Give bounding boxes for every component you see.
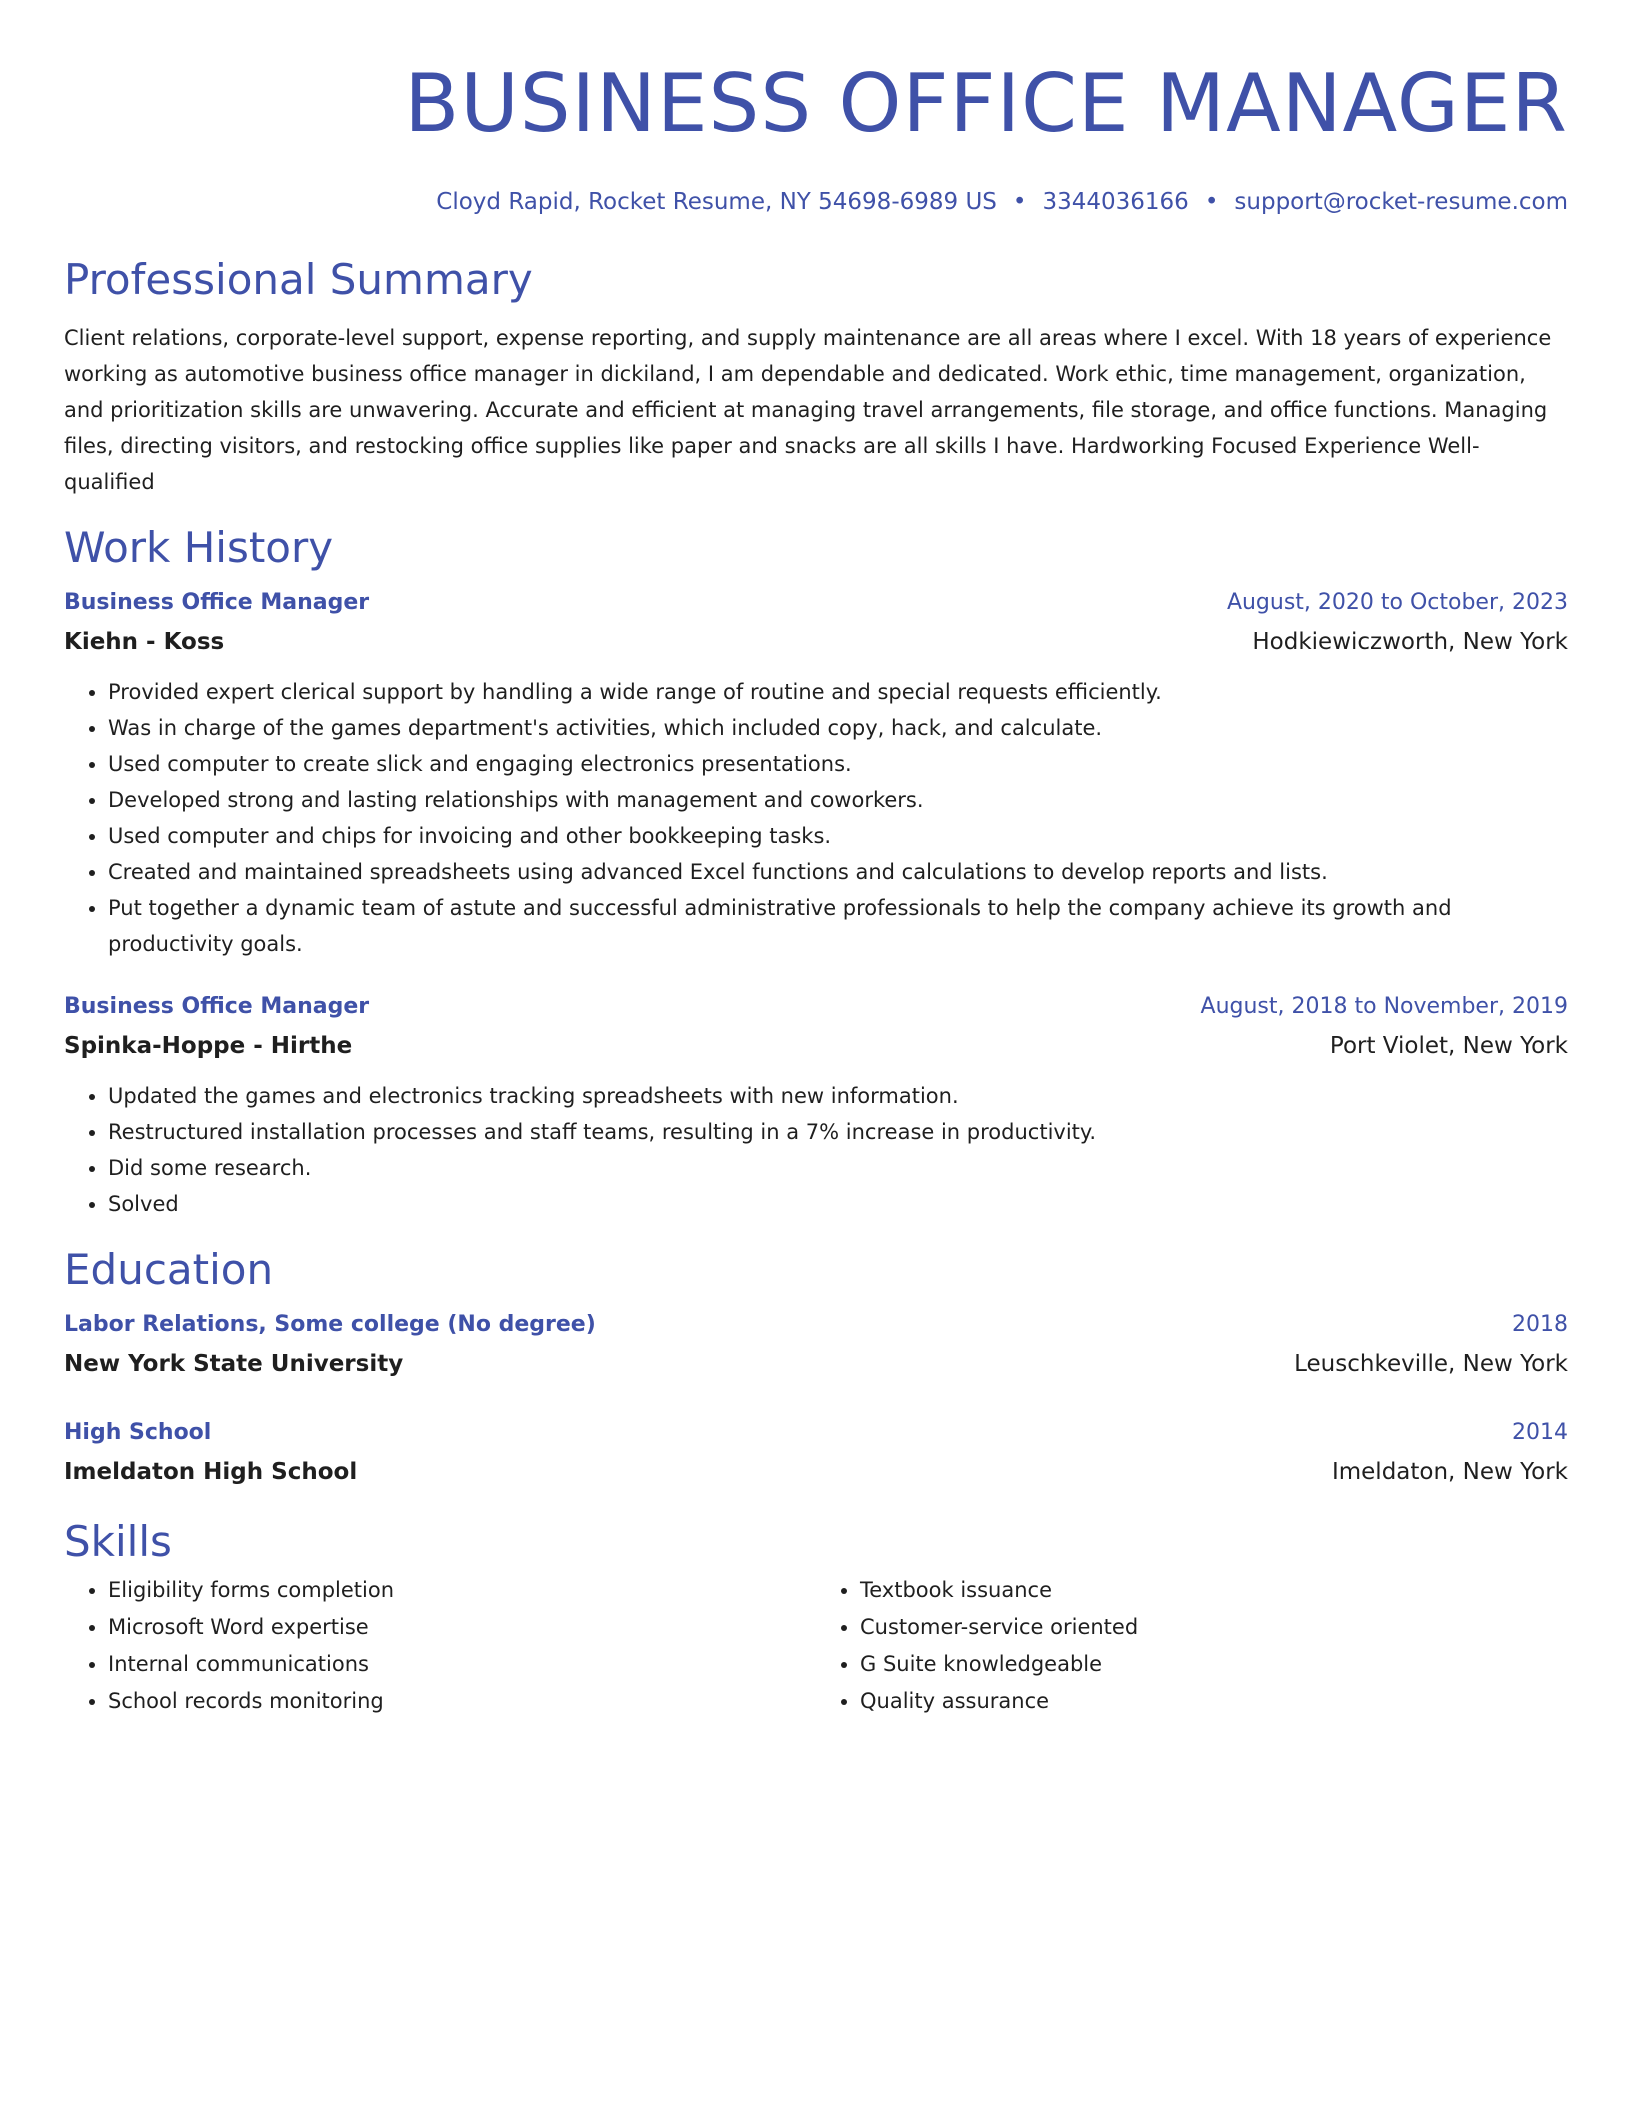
education-list	[64, 1306, 1568, 1492]
job-bullet: • Solved	[108, 1186, 1568, 1222]
job-entry	[64, 988, 1568, 1222]
education-section	[64, 1244, 1568, 1492]
education-degree: High School	[64, 1420, 212, 1445]
job-company-row	[64, 622, 1568, 662]
education-header-row	[64, 1414, 1568, 1452]
education-year: 2014	[1512, 1420, 1568, 1445]
skill-item: • Internal communications	[108, 1646, 816, 1683]
summary-section	[64, 254, 1568, 500]
skill-item: • G Suite knowledgeable	[860, 1646, 1568, 1683]
skill-item: • Textbook issuance	[860, 1572, 1568, 1609]
education-school-row	[64, 1452, 1568, 1492]
contact-line	[64, 186, 1568, 218]
job-dates: August, 2018 to November, 2019	[1200, 994, 1568, 1019]
education-location: Imeldaton, New York	[1331, 1459, 1568, 1485]
section-title-work-history: Work History	[64, 523, 334, 572]
work-history-section	[64, 522, 1568, 1222]
education-entry	[64, 1306, 1568, 1384]
job-location: Hodkiewiczworth, New York	[1252, 629, 1568, 655]
contact-address: Cloyd Rapid, Rocket Resume, NY 54698-6989 US	[436, 189, 997, 215]
job-company: Kiehn - Koss	[64, 629, 225, 655]
job-bullet: • Used computer and chips for invoicing and other bookkeeping tasks.	[108, 818, 1568, 854]
job-header-row	[64, 584, 1568, 622]
skill-item: • Microsoft Word expertise	[108, 1609, 816, 1646]
contact-email: support@rocket-resume.com	[1234, 189, 1568, 215]
education-school-row	[64, 1344, 1568, 1384]
job-bullet: • Created and maintained spreadsheets using advanced Excel functions and calculations to develop reports and lists.	[108, 854, 1568, 890]
education-degree: Labor Relations, Some college (No degree)	[64, 1312, 596, 1337]
section-title-skills: Skills	[64, 1517, 172, 1566]
job-company: Spinka-Hoppe - Hirthe	[64, 1033, 353, 1059]
skill-item: • Quality assurance	[860, 1683, 1568, 1720]
job-bullet: • Used computer to create slick and engaging electronics presentations.	[108, 746, 1568, 782]
job-location: Port Violet, New York	[1329, 1033, 1568, 1059]
education-header-row	[64, 1306, 1568, 1344]
job-entry	[64, 584, 1568, 962]
skills-section	[64, 1516, 1568, 1720]
skills-list-left	[64, 1572, 816, 1720]
job-bullet-list	[64, 674, 1568, 962]
skill-item: • School records monitoring	[108, 1683, 816, 1720]
section-title-summary: Professional Summary	[64, 255, 533, 304]
job-bullet-list	[64, 1078, 1568, 1222]
job-header-row	[64, 988, 1568, 1026]
skill-item: • Customer-service oriented	[860, 1609, 1568, 1646]
job-bullet: • Did some research.	[108, 1150, 1568, 1186]
education-year: 2018	[1512, 1312, 1568, 1337]
education-school: Imeldaton High School	[64, 1459, 358, 1485]
skills-columns	[64, 1572, 1568, 1720]
resume-title: BUSINESS OFFICE MANAGER	[404, 57, 1568, 150]
job-company-row	[64, 1026, 1568, 1066]
job-role: Business Office Manager	[64, 994, 370, 1019]
job-list	[64, 584, 1568, 1222]
job-bullet: • Developed strong and lasting relationships with management and coworkers.	[108, 782, 1568, 818]
summary-text: Client relations, corporate-level support, expense reporting, and supply maintenance are all areas where I excel. With 18 years of experience working as automotive business office manager in dickiland, I am dependable and dedicated. Work ethic, time management, organization, and prioritization skills are unwavering. Accurate and efficient at managing travel arrangements, file storage, and office functions. Managing files, directing visitors, and restocking office supplies like paper and snacks are all skills I have. Hardworking Focused Experience Well-qualified	[64, 326, 1552, 494]
job-bullet: • Was in charge of the games department's activities, which included copy, hack, and calculate.	[108, 710, 1568, 746]
skills-list-right	[816, 1572, 1568, 1720]
contact-separator: •	[1204, 189, 1219, 215]
contact-separator: •	[1012, 189, 1027, 215]
education-school: New York State University	[64, 1351, 404, 1377]
education-entry	[64, 1414, 1568, 1492]
education-location: Leuschkeville, New York	[1294, 1351, 1568, 1377]
job-dates: August, 2020 to October, 2023	[1226, 590, 1568, 615]
job-bullet: • Updated the games and electronics tracking spreadsheets with new information.	[108, 1078, 1568, 1114]
job-bullet: • Restructured installation processes and staff teams, resulting in a 7% increase in productivity.	[108, 1114, 1568, 1150]
job-bullet: • Provided expert clerical support by handling a wide range of routine and special requests efficiently.	[108, 674, 1568, 710]
resume-header	[64, 0, 1568, 218]
job-role: Business Office Manager	[64, 590, 370, 615]
skill-item: • Eligibility forms completion	[108, 1572, 816, 1609]
section-title-education: Education	[64, 1245, 274, 1294]
contact-phone: 3344036166	[1042, 189, 1189, 215]
job-bullet: • Put together a dynamic team of astute and successful administrative professionals to help the company achieve its growth and productivity goals.	[108, 890, 1568, 962]
